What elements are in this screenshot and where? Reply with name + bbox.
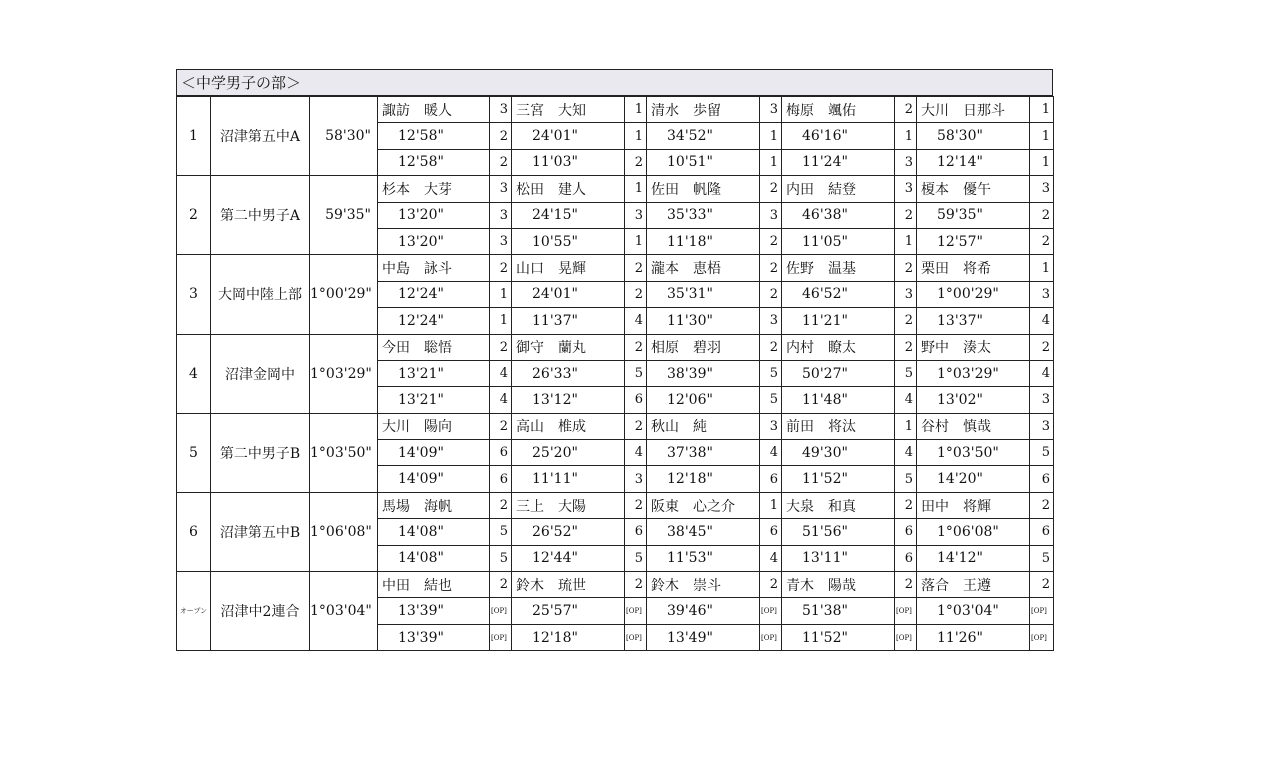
split-time-place: [OP] — [625, 624, 647, 650]
cumulative-time-place: 1 — [625, 123, 647, 149]
results-sheet — [176, 69, 1053, 651]
runner-name-place: 2 — [490, 413, 512, 439]
split-time-place: 4 — [760, 545, 782, 571]
runner-name-place: 1 — [625, 97, 647, 123]
runner-name-place: 2 — [760, 334, 782, 360]
cumulative-time: 1°03'04" — [917, 598, 1030, 624]
cumulative-time: 14'08" — [378, 519, 490, 545]
cumulative-time: 51'38" — [782, 598, 895, 624]
runner-name-place: 3 — [1030, 176, 1054, 202]
runner-name: 松田 建人 — [512, 176, 625, 202]
team-total-time: 59'35" — [310, 176, 378, 255]
split-time: 13'37" — [917, 308, 1030, 334]
runner-name-place: 1 — [625, 176, 647, 202]
team-total-time: 1°00'29" — [310, 255, 378, 334]
section-title: ＜中学男子の部＞ — [176, 69, 1053, 96]
cumulative-time-place: 2 — [625, 281, 647, 307]
cumulative-time: 26'52" — [512, 519, 625, 545]
cumulative-time-place: 6 — [625, 519, 647, 545]
cumulative-time: 14'09" — [378, 440, 490, 466]
cumulative-time: 12'58" — [378, 123, 490, 149]
cumulative-time: 38'39" — [647, 360, 760, 386]
runner-name: 杉本 大芽 — [378, 176, 490, 202]
split-time: 11'52" — [782, 466, 895, 492]
split-time: 11'03" — [512, 149, 625, 175]
results-table — [176, 96, 1054, 651]
team-name: 沼津金岡中 — [211, 334, 310, 413]
split-time-place: [OP] — [895, 624, 917, 650]
cumulative-time-place: [OP] — [1030, 598, 1054, 624]
cumulative-time: 46'16" — [782, 123, 895, 149]
cumulative-time: 59'35" — [917, 202, 1030, 228]
cumulative-time: 46'52" — [782, 281, 895, 307]
split-time: 13'39" — [378, 624, 490, 650]
split-time-place: 5 — [895, 466, 917, 492]
cumulative-time: 58'30" — [917, 123, 1030, 149]
cumulative-time-place: 5 — [760, 360, 782, 386]
split-time: 12'14" — [917, 149, 1030, 175]
split-time: 14'09" — [378, 466, 490, 492]
cumulative-time-place: 3 — [895, 281, 917, 307]
cumulative-time: 1°03'29" — [917, 360, 1030, 386]
cumulative-time: 35'31" — [647, 281, 760, 307]
cumulative-time: 49'30" — [782, 440, 895, 466]
runner-name-place: 2 — [625, 492, 647, 518]
split-time: 12'58" — [378, 149, 490, 175]
cumulative-time: 1°06'08" — [917, 519, 1030, 545]
split-time-place: 5 — [625, 545, 647, 571]
split-time: 11'26" — [917, 624, 1030, 650]
split-time: 11'21" — [782, 308, 895, 334]
team-total-time: 1°03'50" — [310, 413, 378, 492]
cumulative-time-place: 6 — [760, 519, 782, 545]
table-row — [177, 334, 1054, 360]
runner-name-place: 3 — [490, 176, 512, 202]
split-time: 13'02" — [917, 387, 1030, 413]
runner-name: 青木 陽哉 — [782, 572, 895, 598]
cumulative-time-place: 1 — [1030, 123, 1054, 149]
cumulative-time-place: 3 — [1030, 281, 1054, 307]
split-time: 13'11" — [782, 545, 895, 571]
runner-name-place: 2 — [760, 255, 782, 281]
split-time: 10'55" — [512, 228, 625, 254]
cumulative-time: 50'27" — [782, 360, 895, 386]
cumulative-time: 1°03'50" — [917, 440, 1030, 466]
runner-name-place: 1 — [1030, 255, 1054, 281]
split-time: 11'48" — [782, 387, 895, 413]
cumulative-time-place: 6 — [1030, 519, 1054, 545]
runner-name-place: 2 — [895, 334, 917, 360]
team-rank: 4 — [177, 334, 211, 413]
cumulative-time: 12'24" — [378, 281, 490, 307]
runner-name-place: 2 — [760, 176, 782, 202]
cumulative-time-place: [OP] — [490, 598, 512, 624]
runner-name-place: 2 — [625, 413, 647, 439]
split-time-place: 5 — [490, 545, 512, 571]
runner-name: 相原 碧羽 — [647, 334, 760, 360]
cumulative-time: 24'01" — [512, 281, 625, 307]
runner-name: 今田 聡悟 — [378, 334, 490, 360]
runner-name: 栗田 将希 — [917, 255, 1030, 281]
cumulative-time-place: 5 — [490, 519, 512, 545]
team-name: 第二中男子B — [211, 413, 310, 492]
split-time-place: 3 — [760, 308, 782, 334]
runner-name: 清水 歩留 — [647, 97, 760, 123]
runner-name-place: 3 — [895, 176, 917, 202]
runner-name: 馬場 海帆 — [378, 492, 490, 518]
cumulative-time: 46'38" — [782, 202, 895, 228]
split-time-place: 5 — [760, 387, 782, 413]
runner-name-place: 2 — [625, 255, 647, 281]
split-time-place: 1 — [760, 149, 782, 175]
cumulative-time-place: 3 — [490, 202, 512, 228]
runner-name: 内村 瞭太 — [782, 334, 895, 360]
split-time: 14'08" — [378, 545, 490, 571]
runner-name-place: 1 — [1030, 97, 1054, 123]
team-total-time: 1°03'29" — [310, 334, 378, 413]
split-time-place: [OP] — [1030, 624, 1054, 650]
split-time-place: 1 — [490, 308, 512, 334]
split-time: 13'20" — [378, 228, 490, 254]
cumulative-time-place: [OP] — [625, 598, 647, 624]
team-name: 沼津第五中B — [211, 492, 310, 571]
split-time: 11'52" — [782, 624, 895, 650]
runner-name: 梅原 颯佑 — [782, 97, 895, 123]
table-row — [177, 413, 1054, 439]
cumulative-time-place: 1 — [490, 281, 512, 307]
table-row — [177, 255, 1054, 281]
team-total-time: 1°03'04" — [310, 572, 378, 651]
cumulative-time-place: 4 — [895, 440, 917, 466]
split-time: 11'30" — [647, 308, 760, 334]
cumulative-time: 25'57" — [512, 598, 625, 624]
runner-name: 阪東 心之介 — [647, 492, 760, 518]
split-time: 13'49" — [647, 624, 760, 650]
runner-name-place: 1 — [760, 492, 782, 518]
cumulative-time-place: 2 — [1030, 202, 1054, 228]
split-time-place: 3 — [490, 228, 512, 254]
runner-name: 御守 蘭丸 — [512, 334, 625, 360]
split-time-place: 3 — [895, 149, 917, 175]
split-time-place: 3 — [625, 466, 647, 492]
runner-name: 谷村 慎哉 — [917, 413, 1030, 439]
runner-name-place: 2 — [490, 255, 512, 281]
split-time: 11'37" — [512, 308, 625, 334]
runner-name-place: 2 — [490, 492, 512, 518]
split-time-place: [OP] — [760, 624, 782, 650]
cumulative-time: 25'20" — [512, 440, 625, 466]
split-time-place: 1 — [625, 228, 647, 254]
team-name: 大岡中陸上部 — [211, 255, 310, 334]
split-time: 12'57" — [917, 228, 1030, 254]
runner-name: 三宮 大知 — [512, 97, 625, 123]
split-time: 13'12" — [512, 387, 625, 413]
split-time-place: 4 — [625, 308, 647, 334]
cumulative-time: 13'39" — [378, 598, 490, 624]
runner-name: 大川 日那斗 — [917, 97, 1030, 123]
split-time-place: 1 — [1030, 149, 1054, 175]
split-time-place: 4 — [895, 387, 917, 413]
runner-name-place: 3 — [760, 97, 782, 123]
table-row — [177, 572, 1054, 598]
team-rank: 1 — [177, 97, 211, 176]
runner-name: 瀧本 恵梧 — [647, 255, 760, 281]
split-time: 13'21" — [378, 387, 490, 413]
split-time-place: 4 — [490, 387, 512, 413]
cumulative-time-place: 2 — [760, 281, 782, 307]
runner-name: 大川 陽向 — [378, 413, 490, 439]
split-time-place: 5 — [1030, 545, 1054, 571]
split-time: 11'18" — [647, 228, 760, 254]
runner-name-place: 2 — [490, 572, 512, 598]
cumulative-time-place: 2 — [895, 202, 917, 228]
split-time-place: 6 — [490, 466, 512, 492]
runner-name-place: 3 — [490, 97, 512, 123]
split-time-place: 6 — [625, 387, 647, 413]
runner-name-place: 2 — [895, 572, 917, 598]
cumulative-time-place: 6 — [490, 440, 512, 466]
split-time: 11'11" — [512, 466, 625, 492]
team-rank: 3 — [177, 255, 211, 334]
split-time: 12'24" — [378, 308, 490, 334]
runner-name-place: 3 — [1030, 413, 1054, 439]
cumulative-time: 34'52" — [647, 123, 760, 149]
cumulative-time-place: 3 — [760, 202, 782, 228]
cumulative-time-place: 2 — [490, 123, 512, 149]
split-time-place: 2 — [1030, 228, 1054, 254]
team-rank: 2 — [177, 176, 211, 255]
runner-name-place: 2 — [895, 255, 917, 281]
split-time: 12'06" — [647, 387, 760, 413]
team-name: 第二中男子A — [211, 176, 310, 255]
runner-name-place: 2 — [625, 334, 647, 360]
team-total-time: 58'30" — [310, 97, 378, 176]
cumulative-time-place: 5 — [625, 360, 647, 386]
runner-name: 中田 結也 — [378, 572, 490, 598]
split-time-place: 1 — [895, 228, 917, 254]
runner-name-place: 2 — [895, 492, 917, 518]
split-time-place: 4 — [1030, 308, 1054, 334]
runner-name: 榎本 優午 — [917, 176, 1030, 202]
runner-name: 鈴木 崇斗 — [647, 572, 760, 598]
split-time-place: 6 — [895, 545, 917, 571]
cumulative-time-place: 4 — [1030, 360, 1054, 386]
split-time: 12'18" — [647, 466, 760, 492]
runner-name: 野中 湊太 — [917, 334, 1030, 360]
runner-name-place: 2 — [1030, 492, 1054, 518]
cumulative-time-place: 5 — [1030, 440, 1054, 466]
team-rank: 5 — [177, 413, 211, 492]
cumulative-time: 24'01" — [512, 123, 625, 149]
split-time: 10'51" — [647, 149, 760, 175]
runner-name: 大泉 和真 — [782, 492, 895, 518]
runner-name-place: 2 — [760, 572, 782, 598]
split-time: 14'20" — [917, 466, 1030, 492]
cumulative-time-place: 6 — [895, 519, 917, 545]
cumulative-time-place: 4 — [625, 440, 647, 466]
split-time-place: [OP] — [490, 624, 512, 650]
runner-name-place: 2 — [625, 572, 647, 598]
team-name: 沼津第五中A — [211, 97, 310, 176]
runner-name-place: 3 — [760, 413, 782, 439]
runner-name-place: 1 — [895, 413, 917, 439]
split-time-place: 6 — [1030, 466, 1054, 492]
split-time: 11'05" — [782, 228, 895, 254]
runner-name-place: 2 — [1030, 334, 1054, 360]
runner-name: 佐田 帆隆 — [647, 176, 760, 202]
runner-name: 佐野 温基 — [782, 255, 895, 281]
cumulative-time-place: [OP] — [895, 598, 917, 624]
table-row — [177, 176, 1054, 202]
runner-name: 前田 将汰 — [782, 413, 895, 439]
split-time: 12'18" — [512, 624, 625, 650]
cumulative-time-place: 4 — [490, 360, 512, 386]
runner-name: 諏訪 暖人 — [378, 97, 490, 123]
runner-name: 秋山 純 — [647, 413, 760, 439]
runner-name: 中島 詠斗 — [378, 255, 490, 281]
runner-name: 三上 大陽 — [512, 492, 625, 518]
team-rank: 6 — [177, 492, 211, 571]
cumulative-time-place: 1 — [895, 123, 917, 149]
split-time: 11'53" — [647, 545, 760, 571]
cumulative-time: 24'15" — [512, 202, 625, 228]
runner-name: 鈴木 琉世 — [512, 572, 625, 598]
runner-name: 山口 晃輝 — [512, 255, 625, 281]
team-name: 沼津中2連合 — [211, 572, 310, 651]
cumulative-time: 13'20" — [378, 202, 490, 228]
runner-name: 田中 将輝 — [917, 492, 1030, 518]
runner-name-place: 2 — [490, 334, 512, 360]
cumulative-time: 1°00'29" — [917, 281, 1030, 307]
cumulative-time-place: 4 — [760, 440, 782, 466]
split-time-place: 2 — [760, 228, 782, 254]
split-time: 14'12" — [917, 545, 1030, 571]
split-time-place: 2 — [895, 308, 917, 334]
cumulative-time: 38'45" — [647, 519, 760, 545]
split-time-place: 2 — [625, 149, 647, 175]
cumulative-time: 13'21" — [378, 360, 490, 386]
cumulative-time-place: 5 — [895, 360, 917, 386]
split-time-place: 6 — [760, 466, 782, 492]
cumulative-time: 37'38" — [647, 440, 760, 466]
runner-name: 内田 結登 — [782, 176, 895, 202]
team-rank: オープン — [177, 572, 211, 651]
split-time-place: 2 — [490, 149, 512, 175]
cumulative-time: 35'33" — [647, 202, 760, 228]
runner-name: 落合 王遵 — [917, 572, 1030, 598]
cumulative-time-place: 3 — [625, 202, 647, 228]
table-row — [177, 492, 1054, 518]
runner-name-place: 2 — [895, 97, 917, 123]
cumulative-time-place: 1 — [760, 123, 782, 149]
cumulative-time: 51'56" — [782, 519, 895, 545]
runner-name-place: 2 — [1030, 572, 1054, 598]
split-time: 12'44" — [512, 545, 625, 571]
cumulative-time: 26'33" — [512, 360, 625, 386]
cumulative-time-place: [OP] — [760, 598, 782, 624]
split-time: 11'24" — [782, 149, 895, 175]
table-row — [177, 97, 1054, 123]
runner-name: 高山 椎成 — [512, 413, 625, 439]
cumulative-time: 39'46" — [647, 598, 760, 624]
team-total-time: 1°06'08" — [310, 492, 378, 571]
split-time-place: 3 — [1030, 387, 1054, 413]
